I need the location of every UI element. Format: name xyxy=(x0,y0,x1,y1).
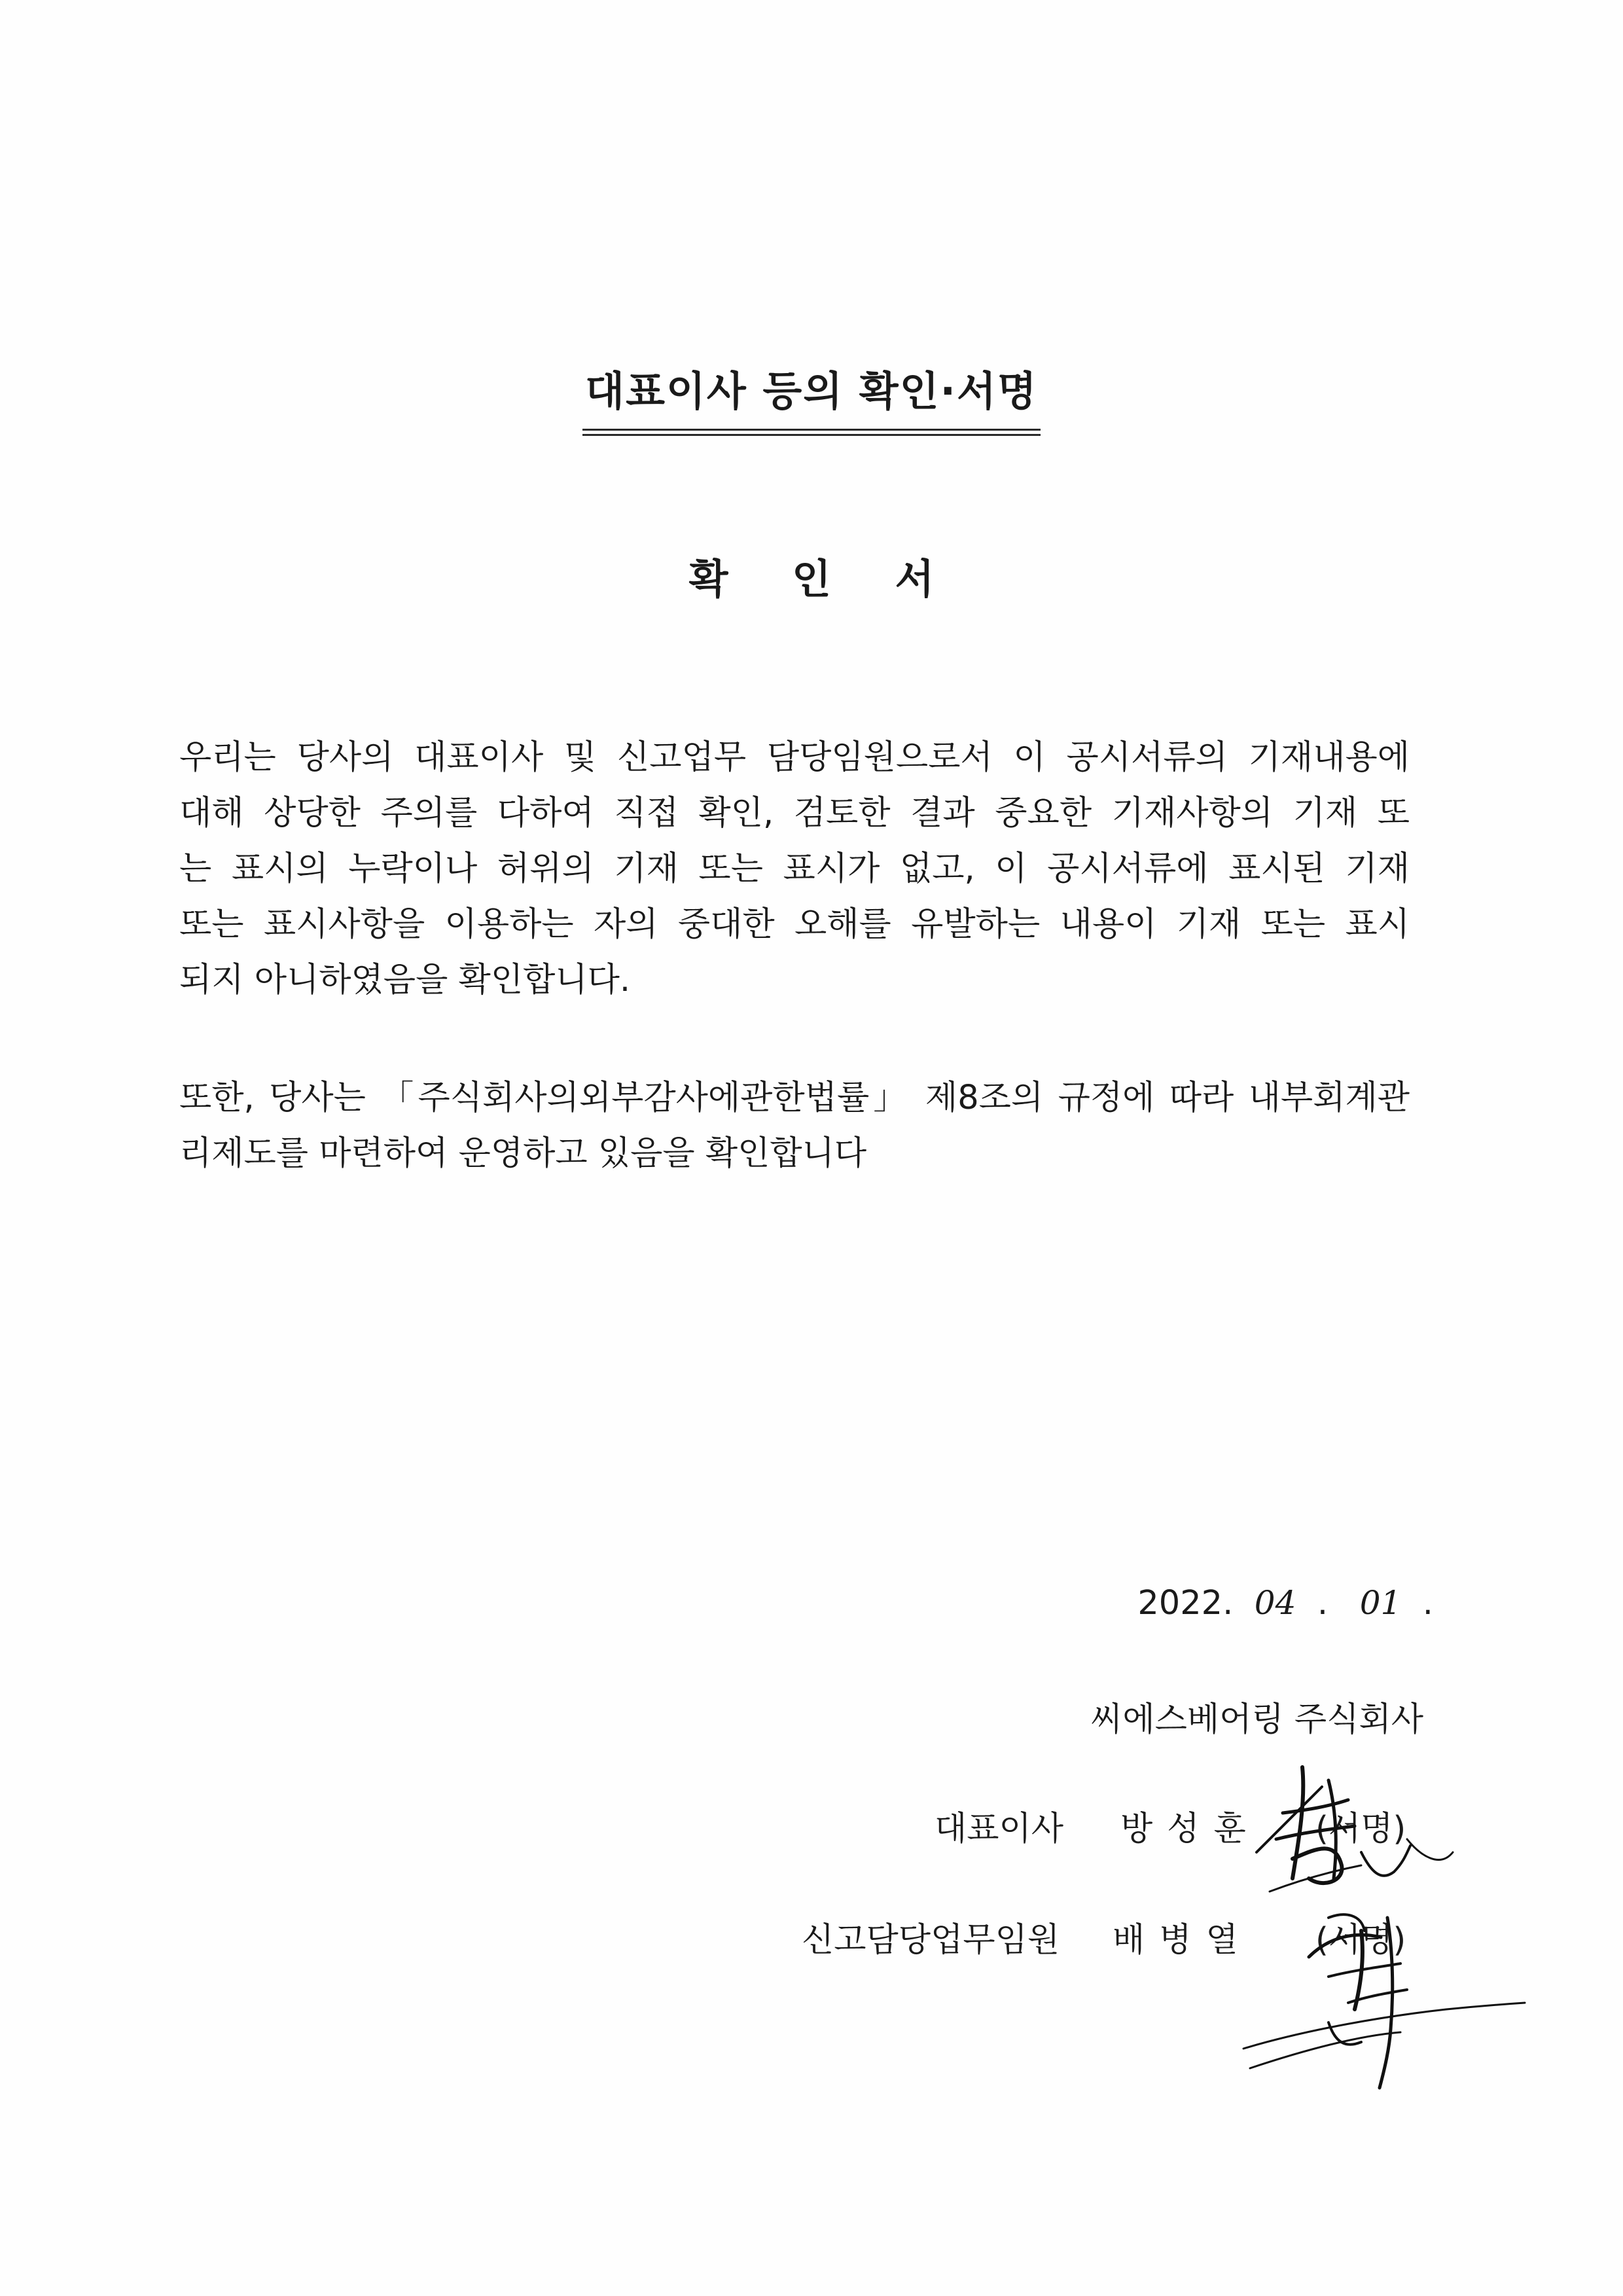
handwritten-signatures xyxy=(1230,1741,1531,2108)
signer-role: 신고담당업무임원 xyxy=(802,1921,1060,1960)
paragraph-line: 우리는 당사의 대표이사 및 신고업무 담당임원으로서 이 공시서류의 기재내용에 xyxy=(179,738,1410,777)
date-day: 01 xyxy=(1359,1584,1402,1622)
date-separator: . xyxy=(1317,1584,1329,1623)
date-separator: . xyxy=(1422,1584,1433,1623)
company-name: 씨에스베어링 주식회사 xyxy=(1090,1700,1423,1739)
signature-mark-label: (서명) xyxy=(1315,1810,1406,1848)
paragraph-line: 는 표시의 누락이나 허위의 기재 또는 표시가 없고, 이 공시서류에 표시된 기재 xyxy=(179,850,1410,888)
document-date xyxy=(1137,1584,1433,1623)
paragraph-line: 또한, 당사는 「주식회사의외부감사에관한법률」 제8조의 규정에 따라 내부회계관 xyxy=(179,1079,1410,1117)
paragraph-line: 또는 표시사항을 이용하는 자의 중대한 오해를 유발하는 내용이 기재 또는 표시 xyxy=(179,905,1410,944)
paragraph-line: 대해 상당한 주의를 다하여 직접 확인, 검토한 결과 중요한 기재사항의 기재 또 xyxy=(179,794,1410,833)
document-heading: 대표이사 등의 확인·서명 xyxy=(582,359,1041,431)
date-year: 2022. xyxy=(1137,1584,1234,1623)
document-subtitle: 확 인 서 xyxy=(688,555,959,603)
heading-block xyxy=(0,359,1623,431)
confirmation-paragraph xyxy=(179,730,1410,1008)
signer-role: 대표이사 xyxy=(935,1810,1064,1848)
signature-mark-label: (서명) xyxy=(1315,1921,1406,1960)
date-month: 04 xyxy=(1254,1584,1296,1622)
paragraph-line: 리제도를 마련하여 운영하고 있음을 확인합니다 xyxy=(179,1134,867,1173)
signer-name: 배병열 xyxy=(1113,1921,1253,1960)
internal-control-paragraph xyxy=(179,1070,1410,1181)
signer-name: 방성훈 xyxy=(1120,1810,1260,1848)
paragraph-line: 되지 아니하였음을 확인합니다. xyxy=(179,961,631,999)
